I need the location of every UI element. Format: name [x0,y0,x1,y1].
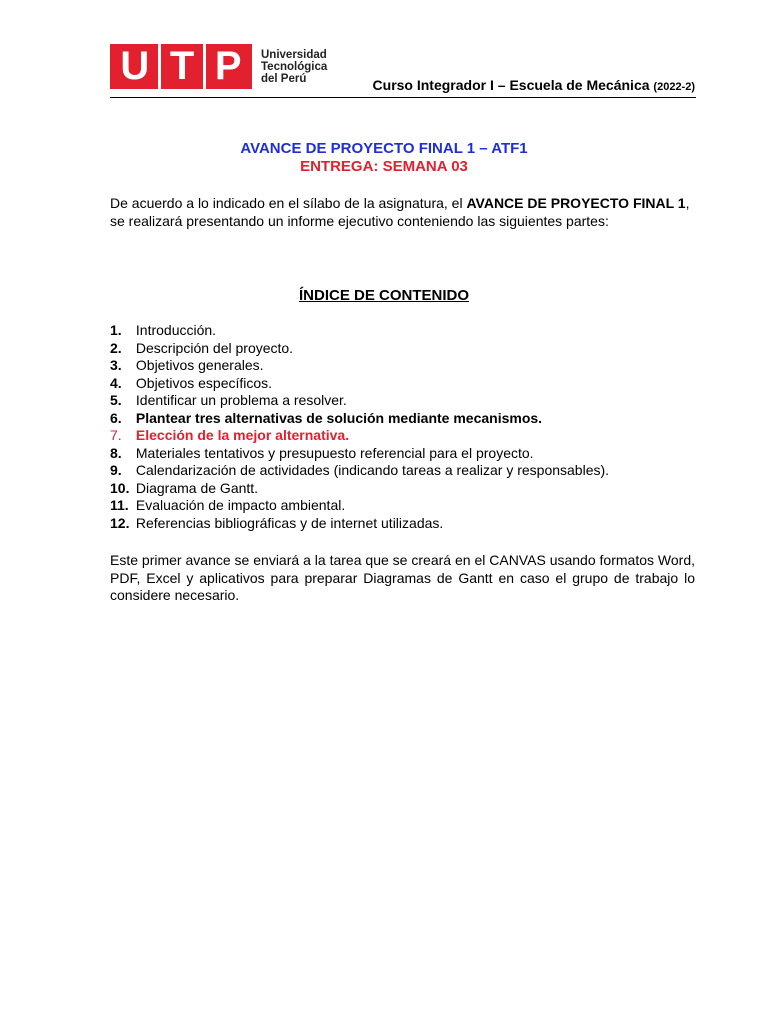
toc-item-number: 4. [110,374,122,391]
toc-item-text: Elección de la mejor alternativa. [135,427,350,443]
course-title [373,77,695,93]
toc-item-text: Evaluación de impacto ambiental. [135,497,346,513]
course-year: (2022-2) [653,81,695,93]
toc-item-number: 8. [110,444,122,461]
toc-item-text: Diagrama de Gantt. [135,479,259,496]
toc-item-number: 7. [110,427,122,443]
toc-item-number: 1. [110,322,122,338]
toc-item-text: Introducción. [135,322,217,338]
toc-item-number: 10. [110,479,130,496]
toc-item [110,497,700,515]
university-name [261,49,327,85]
intro-text-start: De acuerdo a lo indicado en el sílabo de la asignatura, el [110,195,467,211]
toc-item-text: Calendarización de actividades (indicando tareas a realizar y responsables). [135,462,610,478]
toc-item-text: Referencias bibliográficas y de internet utilizadas. [135,514,444,531]
table-of-contents [110,322,700,532]
document-title: AVANCE DE PROYECTO FINAL 1 – ATF1 [240,140,528,157]
toc-item [110,410,700,428]
toc-item-number: 5. [110,392,122,408]
toc-item-number: 11. [110,497,129,513]
toc-item-text: Objetivos generales. [135,357,264,373]
university-line-1: Universidad [261,49,327,61]
university-line-2: Tecnológica [261,61,328,73]
toc-item [110,515,700,533]
header-divider [110,97,696,98]
toc-item [110,357,700,375]
logo-letter-p: P [214,44,242,88]
toc-item-number: 6. [110,409,122,426]
toc-item-number: 12. [110,514,130,531]
document-subtitle: ENTREGA: SEMANA 03 [300,158,468,175]
toc-item-number: 9. [110,462,122,478]
intro-text-end: , se realizará presentando un informe ejecutivo conteniendo las siguientes partes: [110,195,690,229]
toc-item-text: Descripción del proyecto. [135,339,294,356]
course-name: Curso Integrador I – Escuela de Mecánica [372,77,650,93]
toc-item [110,392,700,410]
utp-logo [110,44,252,89]
toc-item [110,322,700,340]
logo-letter-u: U [120,44,150,88]
toc-item-text: Plantear tres alternativas de solución mediante mecanismos. [135,409,543,426]
closing-paragraph: Este primer avance se enviará a la tarea que se creará en el CANVAS usando formatos Word, PDF, Excel y aplicativos para preparar Diagramas de Gantt en caso el grupo de trabajo lo considere necesario. [110,552,695,603]
toc-item-text: Objetivos específicos. [135,374,273,391]
toc-item [110,340,700,358]
logo-letter-t: T [169,44,195,88]
intro-paragraph [110,195,695,230]
toc-item [110,375,700,393]
toc-item-highlighted [110,427,700,445]
logo-divider [158,44,161,89]
toc-item [110,445,700,463]
index-heading: ÍNDICE DE CONTENIDO [298,287,469,304]
toc-item-number: 2. [110,339,122,356]
toc-item [110,480,700,498]
logo-divider [203,44,206,89]
toc-item-text: Materiales tentativos y presupuesto referencial para el proyecto. [135,444,534,461]
toc-item-text: Identificar un problema a resolver. [135,392,347,408]
university-line-3: del Perú [261,73,307,85]
toc-item-number: 3. [110,357,122,373]
toc-item [110,462,700,480]
intro-bold-text: AVANCE DE PROYECTO FINAL 1 [466,195,686,211]
